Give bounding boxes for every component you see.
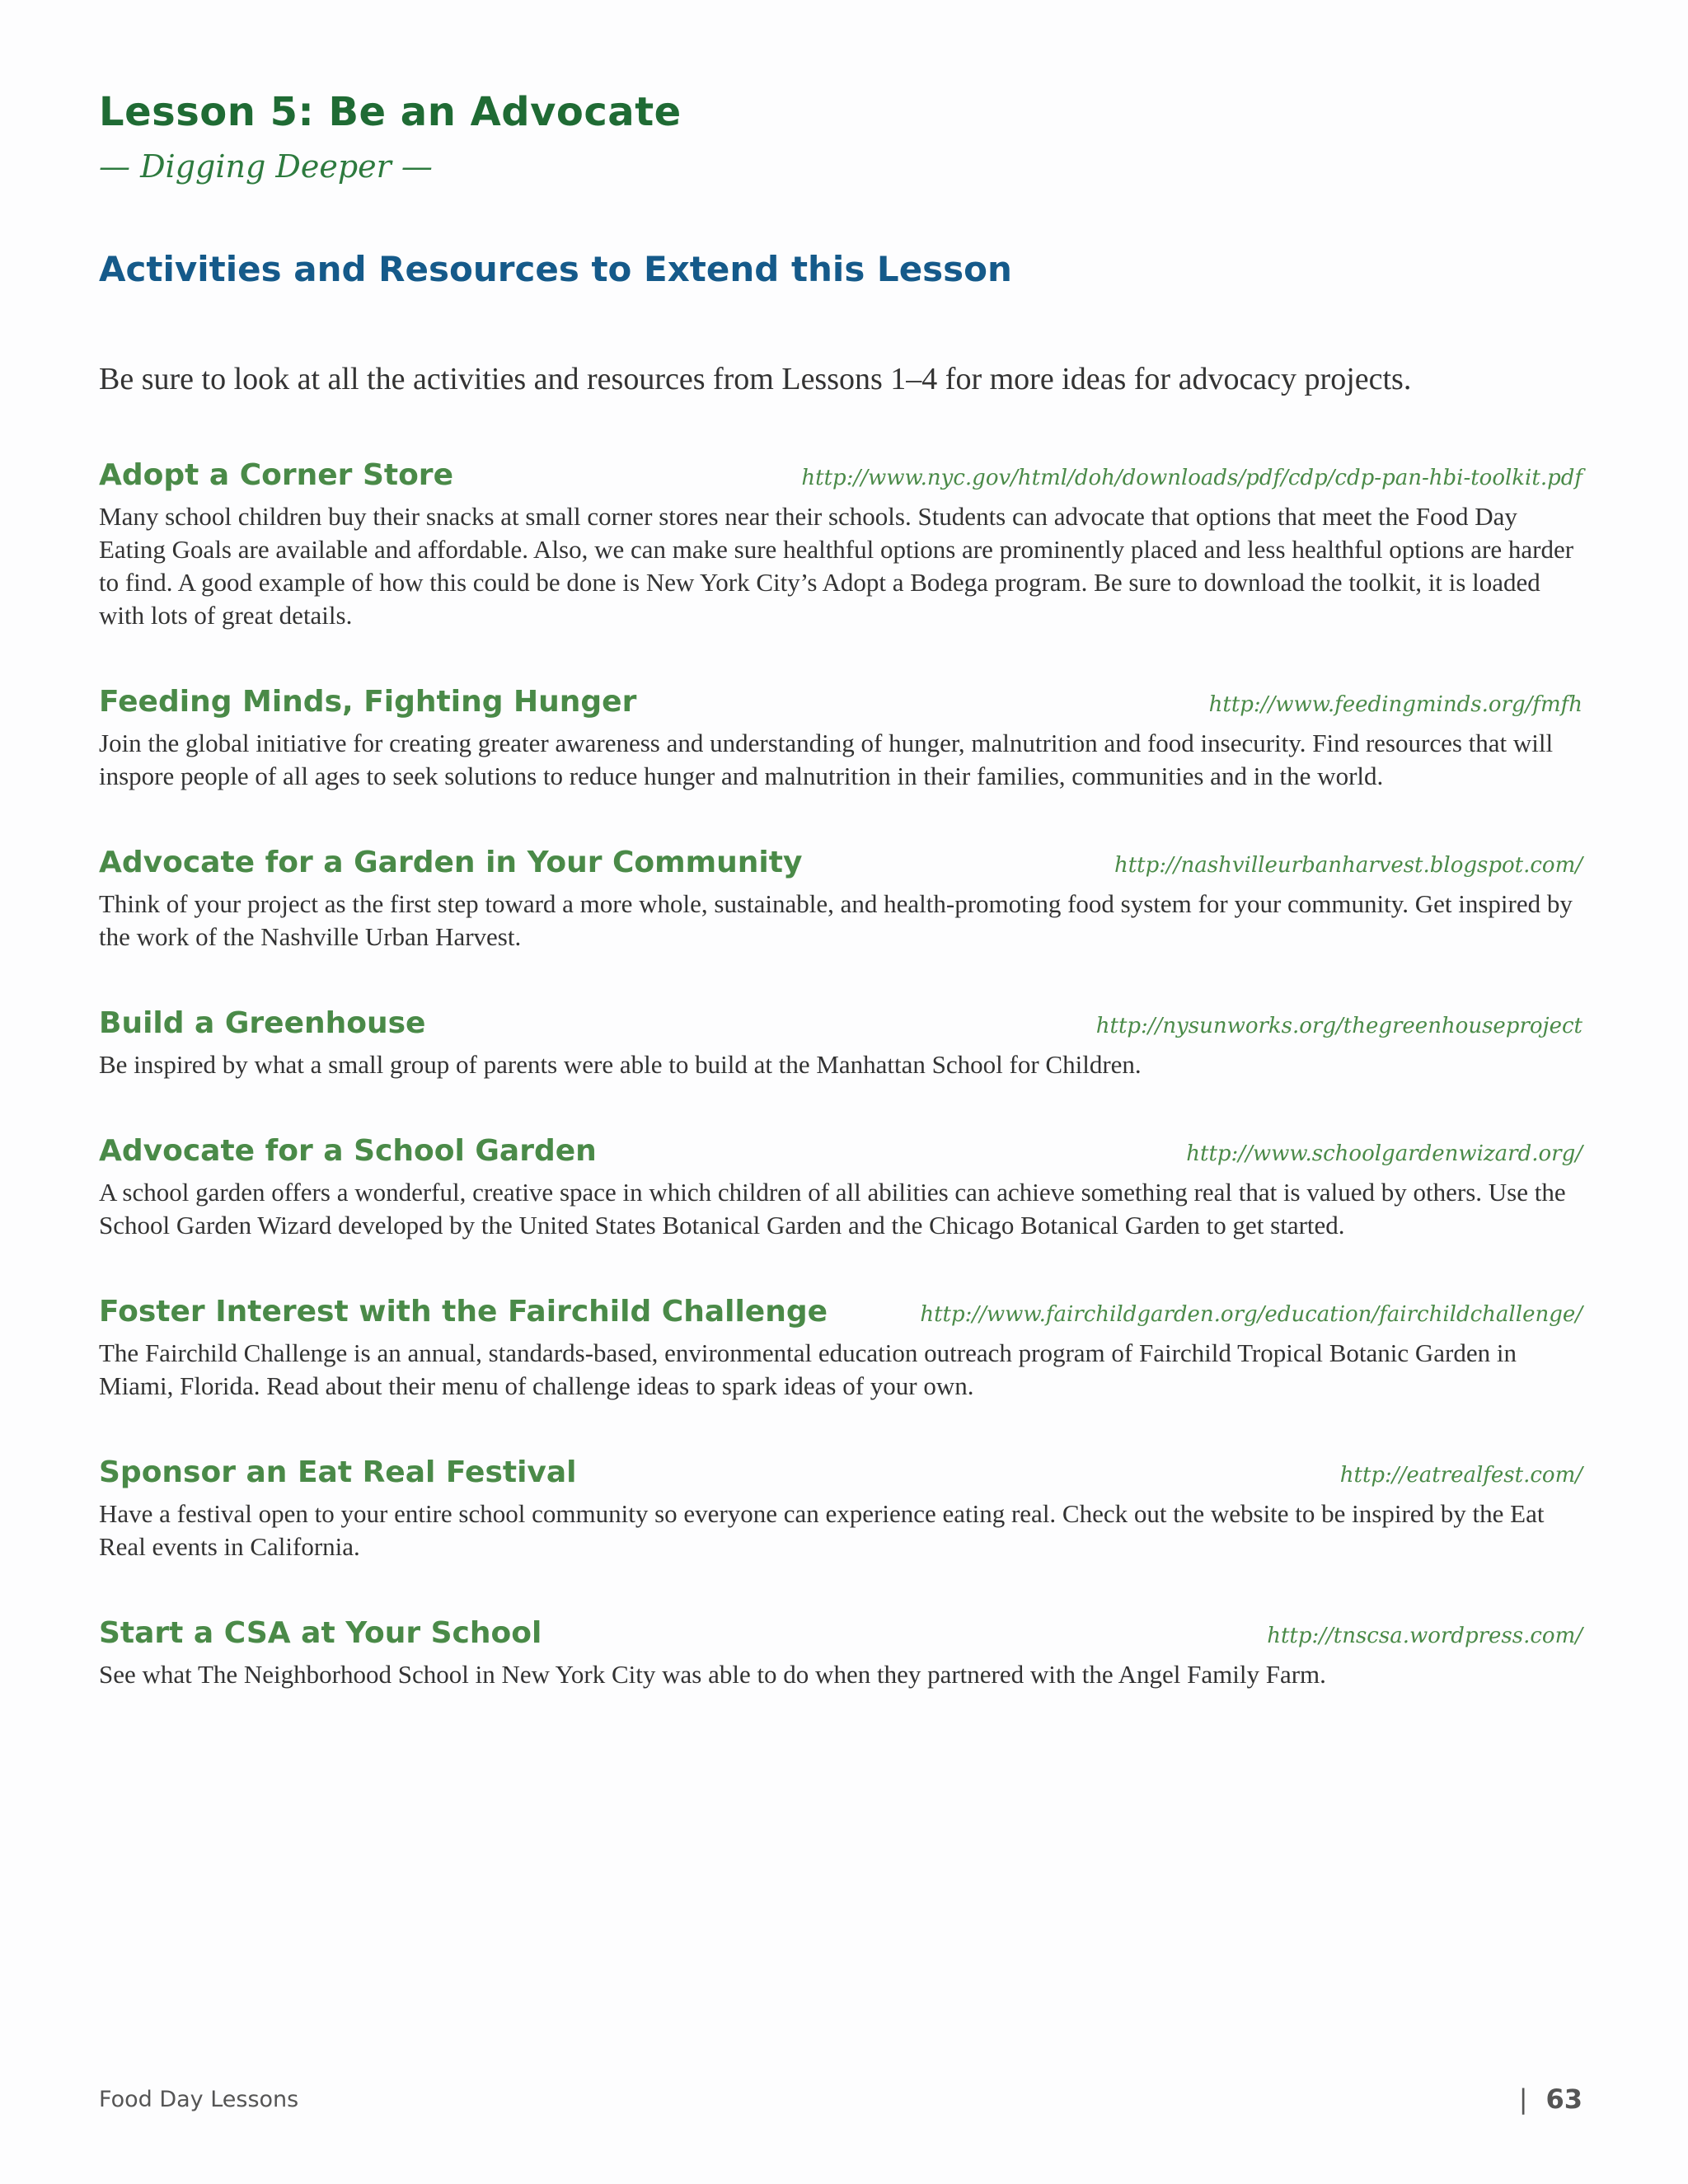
resource-list <box>99 458 1582 1744</box>
resource-link[interactable]: http://nysunworks.org/thegreenhouseproject <box>1095 1014 1582 1038</box>
resource-link[interactable]: http://www.fairchildgarden.org/education/fairchildchallenge/ <box>920 1302 1582 1327</box>
resource-entry <box>99 685 1582 793</box>
resource-link[interactable]: http://www.nyc.gov/html/doh/downloads/pdf/cdp/cdp-pan-hbi-toolkit.pdf <box>801 466 1582 490</box>
lesson-title: Lesson 5: Be an Advocate <box>99 89 682 135</box>
resource-title: Build a Greenhouse <box>99 1006 426 1040</box>
resource-title: Advocate for a School Garden <box>99 1134 597 1168</box>
resource-description: Think of your project as the first step toward a more whole, sustainable, and health-promoting food system for your community. Get inspired by the work of the Nashville Urban Harvest. <box>99 889 1573 951</box>
resource-description: Be inspired by what a small group of parents were able to build at the Manhattan School for Children. <box>99 1050 1142 1079</box>
footer-separator: | <box>1518 2083 1528 2115</box>
resource-title: Advocate for a Garden in Your Community <box>99 846 803 879</box>
page-number: 63 <box>1545 2083 1582 2115</box>
footer-page-info <box>1519 2083 1582 2115</box>
resource-description: Join the global initiative for creating greater awareness and understanding of hunger, malnutrition and food insecurity. Find resources that will inspore people of all ages to seek solutions to reduce hunger and malnutrition in their families, communities and in the world. <box>99 729 1554 790</box>
intro-paragraph: Be sure to look at all the activities and resources from Lessons 1–4 for more ideas for advocacy projects. <box>99 362 1412 396</box>
resource-title: Sponsor an Eat Real Festival <box>99 1455 577 1489</box>
resource-link[interactable]: http://www.feedingminds.org/fmfh <box>1208 692 1582 717</box>
resource-entry <box>99 458 1582 632</box>
resource-entry <box>99 846 1582 954</box>
resource-title: Feeding Minds, Fighting Hunger <box>99 685 637 719</box>
section-heading: Activities and Resources to Extend this Lesson <box>99 249 1012 289</box>
resource-entry <box>99 1295 1582 1403</box>
footer-publication-name: Food Day Lessons <box>99 2087 299 2112</box>
resource-link[interactable]: http://eatrealfest.com/ <box>1339 1463 1582 1488</box>
resource-title: Adopt a Corner Store <box>99 458 453 492</box>
resource-description: The Fairchild Challenge is an annual, standards-based, environmental education outreach program of Fairchild Tropical Botanic Garden in Miami, Florida. Read about their menu of challenge ideas to spark ideas of your own. <box>99 1338 1517 1400</box>
resource-description: Many school children buy their snacks at small corner stores near their schools. Students can advocate that options that meet the Food Day Eating Goals are available and affordable. Also, we can make sure healthful options are prominently placed and less healthful options are harder to find. A good example of how this could be done is New York City’s Adopt a Bodega program. Be sure to download the toolkit, it is loaded with lots of great details. <box>99 502 1574 630</box>
resource-title: Foster Interest with the Fairchild Challenge <box>99 1295 828 1329</box>
resource-description: A school garden offers a wonderful, creative space in which children of all abilities can achieve something real that is valued by others. Use the School Garden Wizard developed by the United States Botanical Garden and the Chicago Botanical Garden to get started. <box>99 1178 1566 1240</box>
resource-entry <box>99 1616 1582 1691</box>
resource-title: Start a CSA at Your School <box>99 1616 542 1650</box>
subtitle: — Digging Deeper — <box>99 148 433 185</box>
resource-entry <box>99 1455 1582 1563</box>
resource-entry <box>99 1134 1582 1242</box>
resource-link[interactable]: http://nashvilleurbanharvest.blogspot.com/ <box>1114 853 1582 878</box>
resource-link[interactable]: http://tnscsa.wordpress.com/ <box>1267 1624 1582 1648</box>
resource-description: See what The Neighborhood School in New York City was able to do when they partnered with the Angel Family Farm. <box>99 1660 1326 1689</box>
resource-link[interactable]: http://www.schoolgardenwizard.org/ <box>1186 1141 1582 1166</box>
resource-description: Have a festival open to your entire school community so everyone can experience eating real. Check out the website to be inspired by the Eat Real events in California. <box>99 1499 1545 1561</box>
resource-entry <box>99 1006 1582 1081</box>
